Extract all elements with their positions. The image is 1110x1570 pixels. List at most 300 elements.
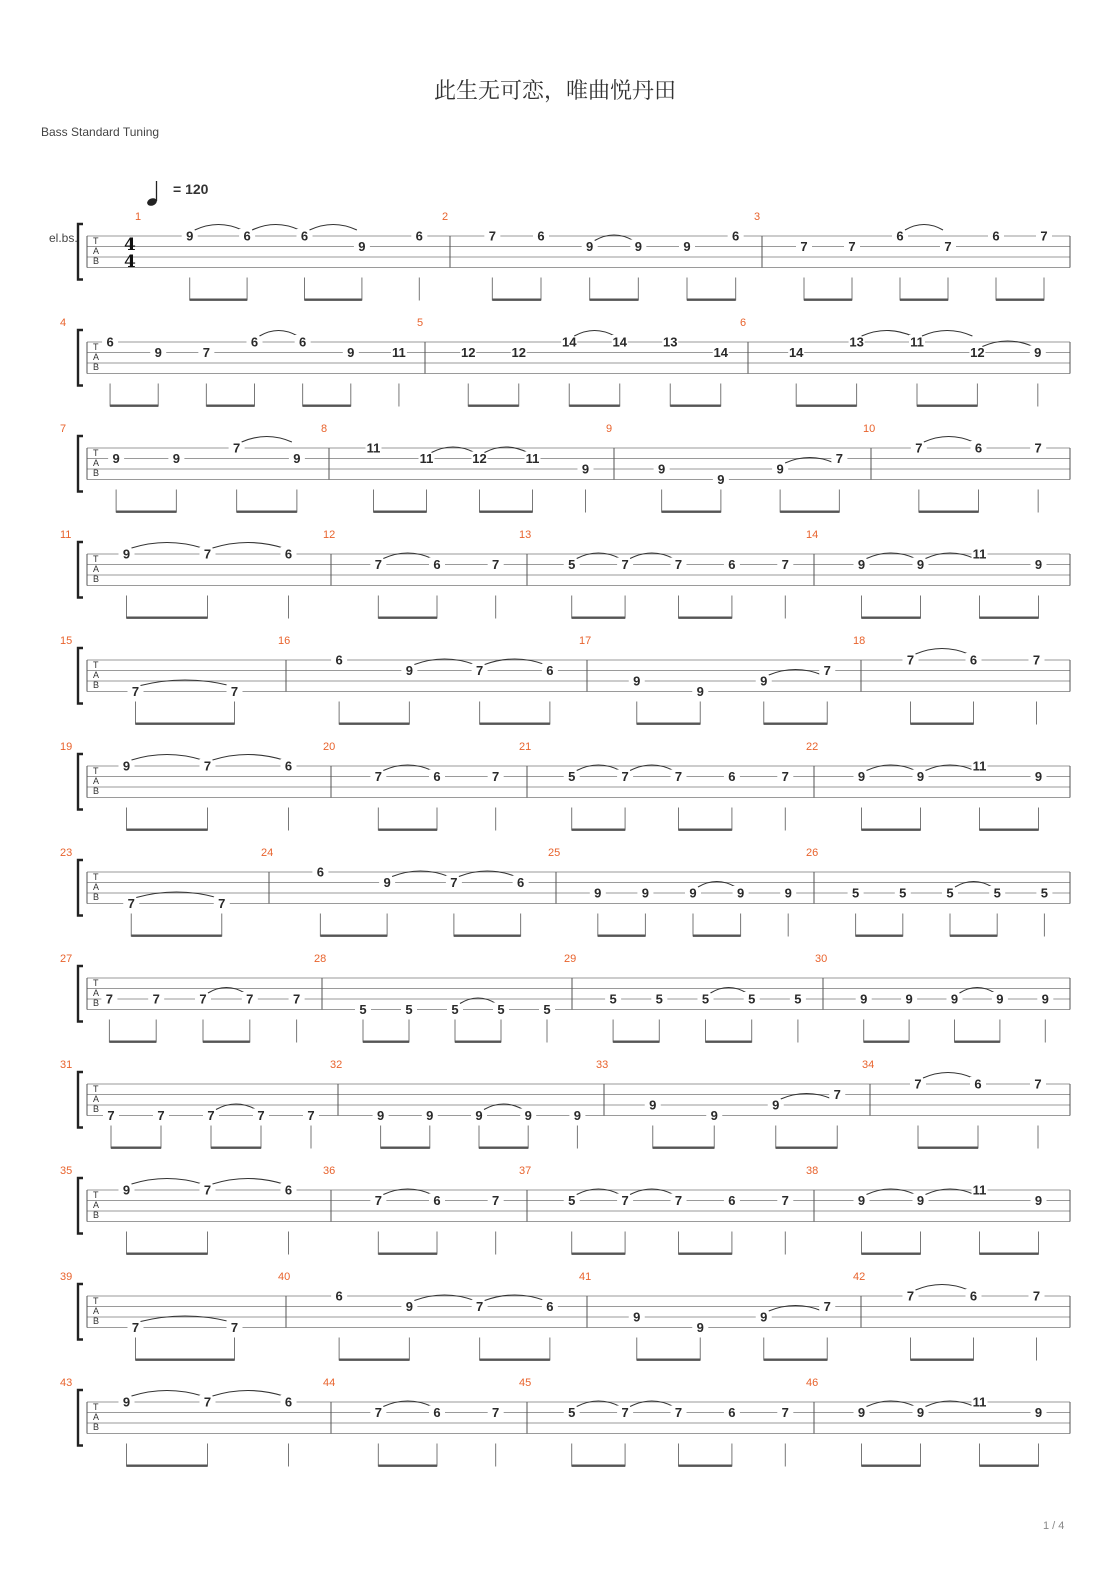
- fret-number: 7: [207, 1108, 215, 1123]
- fret-number: 9: [905, 991, 913, 1007]
- fret-number: 7: [374, 557, 382, 572]
- time-signature-bottom: 4: [124, 252, 136, 272]
- beam: [378, 829, 437, 831]
- beam: [590, 299, 639, 301]
- fret-number: 6: [433, 1405, 441, 1420]
- fret-number: 6: [728, 1405, 736, 1420]
- tab-clef-letter: B: [93, 892, 100, 902]
- tab-system: [60, 423, 1070, 513]
- fret-number: 9: [172, 451, 180, 466]
- beam: [136, 1359, 235, 1361]
- fret-number: 9: [916, 557, 925, 572]
- fret-number: 7: [906, 652, 915, 668]
- fret-number: 6: [969, 652, 978, 668]
- measure-number: 31: [60, 1059, 73, 1071]
- fret-number: 7: [914, 1076, 922, 1092]
- fret-number: 9: [122, 1394, 131, 1410]
- beam: [693, 935, 741, 937]
- fret-number: 9: [1034, 1405, 1043, 1420]
- measure-number: 9: [606, 423, 613, 435]
- fret-number: 6: [284, 546, 293, 562]
- fret-number: 7: [199, 991, 207, 1007]
- measure-number: 20: [323, 741, 336, 753]
- beam: [679, 1253, 732, 1255]
- fret-number: 9: [122, 758, 131, 774]
- beam: [237, 511, 297, 513]
- tab-clef-letter: T: [93, 448, 99, 458]
- fret-number: 6: [284, 758, 293, 774]
- beam: [203, 1041, 250, 1043]
- beam: [378, 1253, 437, 1255]
- tab-clef-letter: A: [93, 988, 100, 998]
- tab-system: [60, 1059, 1070, 1149]
- measure-number: 33: [596, 1059, 609, 1071]
- fret-number: 7: [621, 1193, 629, 1208]
- fret-number: 9: [475, 1108, 483, 1123]
- page-number: 1 / 4: [1043, 1520, 1065, 1532]
- fret-number: 11: [392, 345, 406, 360]
- tab-clef-letter: A: [93, 670, 100, 680]
- fret-number: 5: [451, 1002, 459, 1017]
- fret-number: 6: [335, 1288, 343, 1304]
- beam: [980, 617, 1039, 619]
- beam: [109, 1041, 156, 1043]
- fret-number: 7: [915, 440, 923, 456]
- fret-number: 6: [299, 334, 307, 350]
- fret-number: 6: [546, 663, 554, 678]
- tab-system: [60, 317, 1070, 407]
- fret-number: 14: [612, 334, 627, 350]
- tie-arc: [132, 755, 203, 761]
- beam: [980, 829, 1039, 831]
- fret-number: 7: [944, 239, 952, 254]
- beam: [492, 299, 541, 301]
- fret-number: 7: [906, 1288, 915, 1304]
- fret-number: 11: [366, 440, 381, 456]
- tie-arc: [213, 755, 284, 761]
- tab-system: [60, 953, 1070, 1043]
- tie-arc: [916, 649, 969, 655]
- fret-number: 7: [203, 758, 212, 774]
- fret-number: 9: [405, 1299, 413, 1314]
- tab-clef-letter: B: [93, 468, 100, 478]
- fret-number: 12: [461, 345, 476, 360]
- tab-clef-letter: T: [93, 554, 99, 564]
- fret-number: 9: [710, 1108, 718, 1123]
- measure-number: 43: [60, 1377, 73, 1389]
- tab-system: [78, 211, 1070, 301]
- fret-number: 7: [781, 769, 789, 784]
- tab-clef-letter: B: [93, 256, 100, 266]
- tab-clef-letter: B: [93, 998, 100, 1008]
- fret-number: 9: [996, 991, 1004, 1007]
- fret-number: 7: [292, 991, 301, 1007]
- fret-number: 7: [257, 1108, 265, 1123]
- beam: [480, 1359, 550, 1361]
- fret-number: 9: [426, 1108, 434, 1123]
- system-bracket: [78, 966, 83, 1022]
- fret-number: 11: [972, 1394, 987, 1410]
- fret-number: 9: [586, 239, 594, 254]
- measure-number: 35: [60, 1165, 73, 1177]
- fret-number: 7: [674, 1405, 683, 1420]
- beam: [653, 1147, 715, 1149]
- tie-arc: [260, 331, 298, 337]
- measure-number: 21: [519, 741, 532, 753]
- fret-number: 7: [127, 896, 135, 911]
- measure-number: 38: [806, 1165, 819, 1177]
- fret-number: 6: [415, 228, 423, 244]
- beam: [479, 1147, 528, 1149]
- fret-number: 7: [107, 1108, 115, 1123]
- beam: [980, 1465, 1039, 1467]
- fret-number: 9: [689, 885, 697, 901]
- tie-arc: [924, 437, 974, 443]
- measure-number: 45: [519, 1377, 532, 1389]
- tie-arc: [905, 225, 943, 231]
- fret-number: 13: [663, 334, 678, 350]
- beam: [900, 299, 948, 301]
- fret-number: 11: [419, 451, 434, 466]
- beam: [320, 935, 387, 937]
- beam: [911, 723, 974, 725]
- beam: [455, 1041, 501, 1043]
- measure-number: 46: [806, 1377, 819, 1389]
- fret-number: 5: [359, 1002, 367, 1017]
- tie-arc: [862, 331, 912, 337]
- beam: [637, 1359, 701, 1361]
- beam: [796, 405, 856, 407]
- beam: [856, 935, 903, 937]
- fret-number: 6: [250, 334, 259, 350]
- tab-clef-letter: A: [93, 882, 100, 892]
- fret-number: 7: [476, 663, 484, 678]
- fret-number: 5: [794, 991, 802, 1007]
- measure-number: 3: [754, 211, 761, 223]
- beam: [572, 617, 625, 619]
- tab-clef-letter: A: [93, 1412, 100, 1422]
- tie-arc: [132, 543, 203, 549]
- beam: [111, 1147, 161, 1149]
- fret-number: 6: [284, 1182, 293, 1198]
- beam: [862, 617, 921, 619]
- fret-number: 6: [537, 228, 545, 244]
- fret-number: 9: [717, 472, 725, 487]
- measure-number: 44: [323, 1377, 336, 1389]
- beam: [662, 511, 721, 513]
- fret-number: 9: [405, 663, 413, 678]
- beam: [679, 1465, 732, 1467]
- measure-number: 40: [278, 1271, 291, 1283]
- fret-number: 5: [568, 1193, 576, 1208]
- tie-arc: [923, 1073, 973, 1079]
- fret-number: 9: [950, 991, 959, 1007]
- fret-number: 7: [488, 228, 496, 244]
- measure-number: 11: [60, 529, 72, 541]
- tab-clef-letter: A: [93, 564, 100, 574]
- system-bracket: [78, 1390, 83, 1446]
- fret-number: 7: [374, 769, 382, 784]
- tab-clef-letter: T: [93, 236, 99, 246]
- tab-system: [60, 1165, 1070, 1255]
- fret-number: 7: [492, 1193, 500, 1208]
- measure-number: 8: [321, 423, 328, 435]
- fret-number: 7: [674, 557, 683, 572]
- fret-number: 5: [405, 1002, 413, 1017]
- beam: [339, 723, 409, 725]
- fret-number: 6: [243, 228, 251, 244]
- beam: [764, 723, 828, 725]
- tempo-marking: = 120: [173, 181, 209, 197]
- beam: [305, 299, 362, 301]
- beam: [862, 1253, 921, 1255]
- measure-number: 17: [579, 635, 592, 647]
- beam: [670, 405, 721, 407]
- fret-number: 5: [899, 885, 907, 901]
- fret-number: 9: [1034, 557, 1043, 572]
- fret-number: 9: [594, 885, 602, 901]
- score-title: 此生无可恋，唯曲悦丹田: [433, 79, 676, 104]
- fret-number: 7: [157, 1108, 165, 1123]
- fret-number: 11: [525, 451, 540, 466]
- tab-clef-letter: A: [93, 776, 100, 786]
- fret-number: 9: [1041, 991, 1049, 1007]
- fret-number: 7: [492, 1405, 500, 1420]
- fret-number: 7: [218, 896, 226, 911]
- fret-number: 9: [376, 1108, 385, 1123]
- beam: [864, 1041, 909, 1043]
- measure-number: 26: [806, 847, 819, 859]
- tab-clef-letter: A: [93, 246, 100, 256]
- fret-number: 7: [621, 557, 629, 572]
- tab-clef-letter: T: [93, 342, 99, 352]
- fret-number: 9: [293, 451, 301, 466]
- fret-number: 9: [784, 885, 792, 901]
- tab-system: [60, 1377, 1070, 1467]
- tab-clef-letter: T: [93, 1084, 99, 1094]
- fret-number: 9: [1034, 769, 1043, 784]
- beam: [776, 1147, 838, 1149]
- measure-number: 13: [519, 529, 532, 541]
- fret-number: 9: [696, 684, 704, 699]
- tie-arc: [213, 1391, 284, 1397]
- system-bracket: [78, 860, 83, 916]
- beam: [996, 299, 1044, 301]
- beam: [190, 299, 247, 301]
- beam: [206, 405, 254, 407]
- fret-number: 9: [383, 875, 391, 890]
- beam: [679, 617, 732, 619]
- tab-clef-letter: A: [93, 1094, 100, 1104]
- fret-number: 6: [284, 1394, 293, 1410]
- beam: [363, 1041, 409, 1043]
- fret-number: 6: [974, 1076, 982, 1092]
- beam: [572, 1253, 625, 1255]
- tab-clef-letter: T: [93, 1296, 99, 1306]
- measure-number: 36: [323, 1165, 336, 1177]
- beam: [339, 1359, 409, 1361]
- beam: [480, 723, 550, 725]
- fret-number: 9: [524, 1108, 532, 1123]
- fret-number: 9: [633, 673, 641, 689]
- fret-number: 7: [202, 345, 210, 360]
- fret-number: 9: [857, 1193, 866, 1208]
- tie-arc: [310, 225, 357, 231]
- beam: [911, 1359, 974, 1361]
- fret-number: 9: [696, 1320, 704, 1335]
- measure-number: 24: [261, 847, 274, 859]
- beam: [862, 829, 921, 831]
- fret-number: 9: [634, 239, 642, 254]
- fret-number: 7: [674, 1193, 683, 1208]
- tie-arc: [213, 543, 284, 549]
- fret-number: 5: [609, 991, 617, 1007]
- fret-number: 7: [1032, 1288, 1041, 1304]
- beam: [136, 723, 235, 725]
- tab-clef-letter: T: [93, 660, 99, 670]
- beam: [706, 1041, 752, 1043]
- beam: [804, 299, 852, 301]
- fret-number: 7: [131, 1320, 140, 1335]
- tab-clef-letter: B: [93, 574, 100, 584]
- fret-number: 7: [1032, 652, 1041, 668]
- fret-number: 7: [621, 1405, 629, 1420]
- fret-number: 6: [433, 1193, 441, 1208]
- tab-clef-letter: A: [93, 352, 100, 362]
- system-bracket: [78, 648, 83, 704]
- instrument-label: el.bs.: [49, 231, 78, 245]
- tie-arc: [132, 1179, 203, 1185]
- measure-number: 34: [862, 1059, 875, 1071]
- tab-clef-letter: T: [93, 978, 99, 988]
- tab-clef-letter: B: [93, 362, 100, 372]
- fret-number: 7: [230, 1320, 239, 1335]
- fret-number: 9: [736, 885, 745, 901]
- fret-number: 5: [568, 769, 576, 784]
- beam: [116, 511, 176, 513]
- fret-number: 7: [781, 557, 789, 572]
- beam: [569, 405, 620, 407]
- measure-number: 10: [863, 423, 876, 435]
- tie-arc: [132, 1391, 203, 1397]
- fret-number: 9: [154, 345, 162, 360]
- beam: [454, 935, 521, 937]
- tab-clef-letter: T: [93, 1402, 99, 1412]
- tab-clef-letter: T: [93, 766, 99, 776]
- measure-number: 18: [853, 635, 866, 647]
- fret-number: 9: [857, 1405, 866, 1420]
- fret-number: 7: [307, 1108, 315, 1123]
- fret-number: 7: [230, 684, 239, 699]
- fret-number: 9: [581, 461, 590, 477]
- fret-number: 9: [649, 1097, 657, 1113]
- fret-number: 6: [300, 228, 309, 244]
- fret-number: 7: [203, 1394, 212, 1410]
- fret-number: 7: [1034, 440, 1042, 456]
- tie-arc: [922, 331, 972, 337]
- tab-clef-letter: B: [93, 1104, 100, 1114]
- tab-clef-letter: B: [93, 1316, 100, 1326]
- measure-number: 39: [60, 1271, 73, 1283]
- fret-number: 7: [105, 991, 114, 1007]
- fret-number: 9: [573, 1108, 582, 1123]
- time-signature-top: 4: [124, 235, 136, 255]
- fret-number: 9: [916, 1405, 925, 1420]
- fret-number: 6: [728, 1193, 736, 1208]
- fret-number: 7: [833, 1087, 841, 1102]
- fret-number: 9: [1034, 1193, 1043, 1208]
- fret-number: 7: [233, 440, 241, 456]
- tuning-label: Bass Standard Tuning: [41, 125, 160, 139]
- fret-number: 7: [823, 663, 831, 678]
- measure-number: 1: [135, 211, 142, 223]
- fret-number: 14: [713, 345, 728, 360]
- measure-number: 14: [806, 529, 819, 541]
- beam: [381, 1147, 430, 1149]
- fret-number: 6: [732, 228, 740, 244]
- fret-number: 5: [568, 1405, 576, 1420]
- fret-number: 7: [823, 1299, 831, 1314]
- measure-number: 15: [60, 635, 73, 647]
- fret-number: 7: [781, 1405, 789, 1420]
- fret-number: 9: [760, 673, 768, 689]
- fret-number: 5: [748, 991, 756, 1007]
- beam: [862, 1465, 921, 1467]
- tie-arc: [916, 1285, 969, 1291]
- beam: [598, 935, 646, 937]
- fret-number: 5: [946, 885, 954, 901]
- beam: [374, 511, 427, 513]
- beam: [917, 405, 977, 407]
- beam: [378, 617, 437, 619]
- fret-number: 9: [857, 557, 866, 572]
- measure-number: 12: [323, 529, 336, 541]
- tab-clef-letter: B: [93, 680, 100, 690]
- fret-number: 9: [916, 1193, 925, 1208]
- fret-number: 6: [896, 228, 904, 244]
- tab-clef-letter: B: [93, 1210, 100, 1220]
- fret-number: 7: [203, 1182, 212, 1198]
- fret-number: 6: [316, 864, 324, 880]
- fret-number: 7: [152, 991, 160, 1007]
- tab-system: [60, 635, 1070, 725]
- tab-clef-letter: B: [93, 786, 100, 796]
- beam: [127, 617, 208, 619]
- tab-system: [60, 847, 1070, 937]
- beam: [919, 511, 979, 513]
- tab-system: [60, 529, 1070, 619]
- fret-number: 5: [497, 1002, 505, 1017]
- fret-number: 11: [972, 546, 987, 562]
- fret-number: 6: [728, 769, 736, 784]
- measure-number: 29: [564, 953, 577, 965]
- fret-number: 6: [335, 652, 343, 668]
- fret-number: 7: [374, 1405, 382, 1420]
- fret-number: 9: [658, 461, 666, 477]
- fret-number: 9: [760, 1309, 768, 1325]
- fret-number: 6: [433, 769, 441, 784]
- measure-number: 42: [853, 1271, 866, 1283]
- fret-number: 13: [849, 334, 864, 350]
- fret-number: 9: [916, 769, 925, 784]
- system-bracket: [78, 1284, 83, 1340]
- tie-arc: [213, 1179, 284, 1185]
- measure-number: 37: [519, 1165, 532, 1177]
- beam: [131, 935, 222, 937]
- fret-number: 5: [568, 557, 576, 572]
- tab-system: [60, 1271, 1070, 1361]
- fret-number: 7: [1034, 1076, 1042, 1092]
